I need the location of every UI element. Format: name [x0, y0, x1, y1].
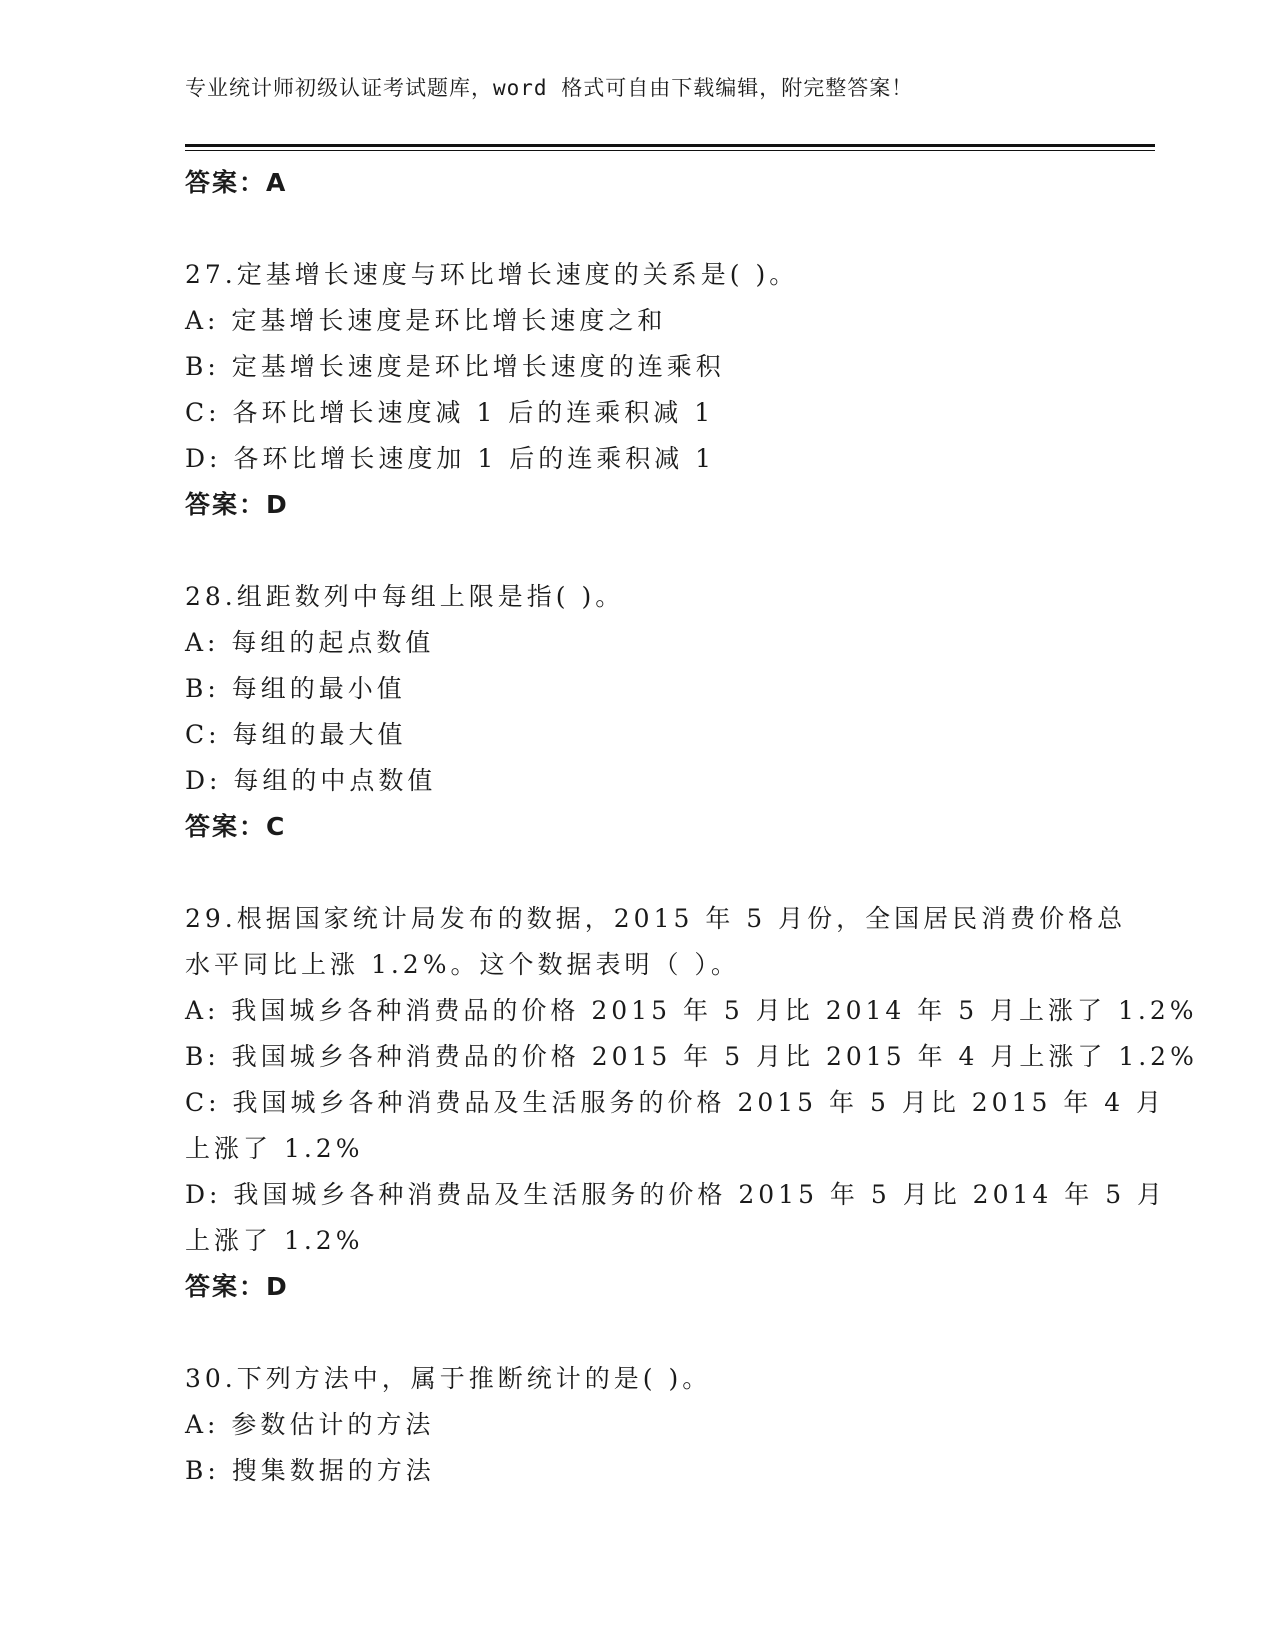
header-rule-thick [185, 144, 1155, 147]
page-header: 专业统计师初级认证考试题库，word 格式可自由下载编辑，附完整答案！ [185, 76, 914, 100]
question-27-option-d: D: 各环比增长速度加 1 后的连乘积减 1 [185, 444, 716, 473]
question-list [185, 160, 1198, 1494]
spacer [185, 206, 1105, 252]
header-rule-thin [185, 150, 1155, 151]
spacer [185, 850, 1105, 896]
spacer [185, 528, 1105, 574]
question-28 [185, 574, 1105, 850]
question-30-stem: 30.下列方法中，属于推断统计的是( )。 [185, 1364, 712, 1393]
question-29-option-d-line-1: D: 我国城乡各种消费品及生活服务的价格 2015 年 5 月比 2014 年 5 月 [185, 1180, 1167, 1209]
question-27 [185, 252, 1105, 528]
question-27-option-b: B: 定基增长速度是环比增长速度的连乘积 [185, 352, 725, 381]
question-29-option-d-line-2: 上涨了 1.2% [185, 1226, 364, 1255]
question-27-stem: 27.定基增长速度与环比增长速度的关系是( )。 [185, 260, 799, 289]
spacer [185, 1310, 1105, 1356]
question-29-stem-line-1: 29.根据国家统计局发布的数据，2015 年 5 月份，全国居民消费价格总 [185, 904, 1127, 933]
question-29-answer: 答案：D [185, 1272, 289, 1301]
question-29 [185, 896, 1198, 1310]
question-29-option-b: B: 我国城乡各种消费品的价格 2015 年 5 月比 2015 年 4 月上涨了 1.2% [185, 1042, 1198, 1071]
question-27-option-a: A: 定基增长速度是环比增长速度之和 [185, 306, 667, 335]
question-28-stem: 28.组距数列中每组上限是指( )。 [185, 582, 625, 611]
question-27-option-c: C: 各环比增长速度减 1 后的连乘积减 1 [185, 398, 715, 427]
question-29-option-c-line-2: 上涨了 1.2% [185, 1134, 364, 1163]
question-30-option-b: B: 搜集数据的方法 [185, 1456, 435, 1485]
prev-answer: 答案：A [185, 168, 288, 197]
question-28-option-d: D: 每组的中点数值 [185, 766, 437, 795]
question-28-answer: 答案：C [185, 812, 287, 841]
question-30 [185, 1356, 1105, 1494]
question-28-option-c: C: 每组的最大值 [185, 720, 407, 749]
question-29-option-a: A: 我国城乡各种消费品的价格 2015 年 5 月比 2014 年 5 月上涨了 1.2% [185, 996, 1198, 1025]
question-29-option-c-line-1: C: 我国城乡各种消费品及生活服务的价格 2015 年 5 月比 2015 年 4 月 [185, 1088, 1166, 1117]
question-28-option-a: A: 每组的起点数值 [185, 628, 435, 657]
question-27-answer: 答案：D [185, 490, 289, 519]
question-28-option-b: B: 每组的最小值 [185, 674, 406, 703]
question-29-stem-line-2: 水平同比上涨 1.2%。这个数据表明（ ）。 [185, 950, 740, 979]
question-30-option-a: A: 参数估计的方法 [185, 1410, 435, 1439]
